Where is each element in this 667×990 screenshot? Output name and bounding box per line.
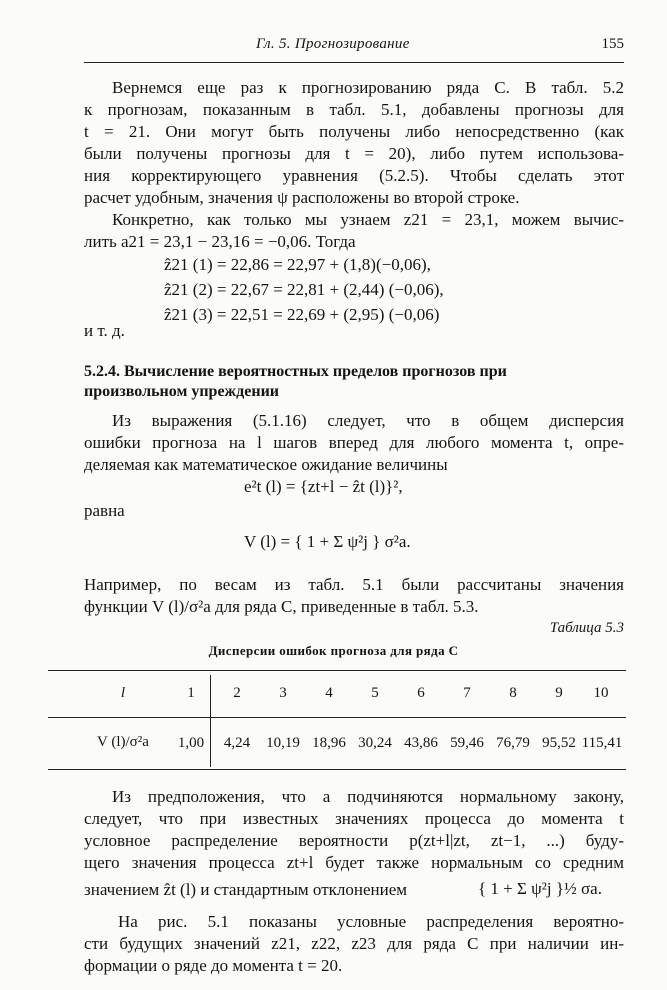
section-title-continued: произвольном упреждении xyxy=(84,383,280,400)
chapter-title: Гл. 5. Прогнозирование xyxy=(256,36,410,52)
paragraph-5 xyxy=(84,786,624,874)
table-rule-bottom xyxy=(48,769,626,770)
table-caption: Таблица 5.3 xyxy=(549,620,624,636)
text-line: Например, по весам из табл. 5.1 были рассчитаны значения xyxy=(84,575,624,594)
table-cell-l: 6 xyxy=(417,685,425,701)
text-line: t = 21. Они могут быть получены либо непосредственно (как xyxy=(84,122,624,141)
table-cell-l: 10 xyxy=(593,685,609,701)
text-line: Вернемся еще раз к прогнозированию ряда С. В табл. 5.2 xyxy=(112,78,624,97)
table-cell-v: 1,00 xyxy=(177,735,205,751)
table-cell-v: 18,96 xyxy=(312,735,346,751)
text-line: условное распределение вероятности p(zt+l|zt, zt−1, ...) буду- xyxy=(84,831,624,850)
etc-line xyxy=(84,320,624,342)
ravna-line xyxy=(84,500,624,522)
text-line: Конкретно, как только мы узнаем z21 = 23,1, можем вычис- xyxy=(112,210,624,229)
table-cell-l: 7 xyxy=(463,685,471,701)
text-line: Из предположения, что a подчиняются нормальному закону, xyxy=(112,787,624,806)
text-line: были получены прогнозы для t = 20), либо путем использова- xyxy=(84,144,624,163)
equation-variance: V (l) = { 1 + Σ ψ²j } σ²a. xyxy=(244,532,411,551)
table-cell-l: 1 xyxy=(187,685,195,701)
text-line: щего значения процесса zt+l будет также нормальным со средним xyxy=(84,853,624,872)
equation-error: e²t (l) = {zt+l − ẑt (l)}², xyxy=(244,477,403,496)
table-header-v: V (l)/σ²a xyxy=(97,734,149,750)
table-cell-l: 8 xyxy=(509,685,517,701)
text-line: равна xyxy=(84,501,125,520)
text-line: функции V (l)/σ²a для ряда С, приведенные в табл. 5.3. xyxy=(84,597,479,616)
text-line: деляемая как математическое ожидание величины xyxy=(84,455,448,474)
text-line: и т. д. xyxy=(84,321,125,340)
table-cell-v: 10,19 xyxy=(266,735,300,751)
table-cell-v: 4,24 xyxy=(223,735,251,751)
text-line: следует, что при известных значениях процесса до момента t xyxy=(84,809,624,828)
section-heading xyxy=(84,362,624,402)
table-rule-top xyxy=(48,670,626,671)
table-header-l: l xyxy=(120,685,126,701)
text-line: лить a21 = 23,1 − 23,16 = −0,06. Тогда xyxy=(84,232,356,251)
running-header xyxy=(84,34,624,63)
text-line: расчет удобным, значения ψ расположены во второй строке. xyxy=(84,188,520,207)
text-line: ошибки прогноза на l шагов вперед для любого момента t, опре- xyxy=(84,433,624,452)
paragraph-4 xyxy=(84,574,624,618)
text-line: формации о ряде до момента t = 20. xyxy=(84,956,343,975)
equation-std: { 1 + Σ ψ²j }½ σa. xyxy=(478,879,602,898)
table-cell-v: 115,41 xyxy=(581,735,623,751)
paragraph-3 xyxy=(84,410,624,476)
equation-forecast-3: ẑ21 (3) = 22,51 = 22,69 + (2,95) (−0,06) xyxy=(164,305,440,324)
text-line: значением ẑt (l) и стандартным отклонением xyxy=(84,880,408,899)
table-cell-l: 9 xyxy=(555,685,563,701)
equation-forecast-1: ẑ21 (1) = 22,86 = 22,97 + (1,8)(−0,06), xyxy=(164,255,431,274)
equation-forecast-2: ẑ21 (2) = 22,67 = 22,81 + (2,44) (−0,06), xyxy=(164,280,444,299)
text-line: Из выражения (5.1.16) следует, что в общем дисперсия xyxy=(112,411,624,430)
table-cell-v: 95,52 xyxy=(542,735,576,751)
section-title: Вычисление вероятностных пределов прогнозов при xyxy=(124,363,507,380)
table-cell-l: 3 xyxy=(279,685,287,701)
variance-table xyxy=(48,670,626,770)
paragraph-5-end xyxy=(84,879,484,901)
table-cell-v: 76,79 xyxy=(496,735,530,751)
table-rule-vertical xyxy=(210,675,211,767)
text-line: ния корректирующего уравнения (5.2.5). Чтобы сделать этот xyxy=(84,166,624,185)
paragraph-6 xyxy=(84,911,624,977)
section-number: 5.2.4. xyxy=(84,363,120,380)
table-cell-v: 59,46 xyxy=(450,735,484,751)
text-line: На рис. 5.1 показаны условные распределения вероятно- xyxy=(118,912,624,931)
table-cell-v: 43,86 xyxy=(404,735,438,751)
table-cell-l: 5 xyxy=(371,685,379,701)
text-line: к прогнозам, показанным в табл. 5.1, добавлены прогнозы для xyxy=(84,100,624,119)
paragraph-2 xyxy=(84,209,624,253)
table-cell-v: 30,24 xyxy=(358,735,392,751)
table-cell-l: 2 xyxy=(233,685,241,701)
text-line: сти будущих значений z21, z22, z23 для ряда С при наличии ин- xyxy=(84,934,624,953)
paragraph-1 xyxy=(84,77,624,209)
table-cell-l: 4 xyxy=(325,685,333,701)
page-number: 155 xyxy=(601,36,624,52)
table-title: Дисперсии ошибок прогноза для ряда С xyxy=(208,643,459,658)
table-rule-mid xyxy=(48,717,626,718)
